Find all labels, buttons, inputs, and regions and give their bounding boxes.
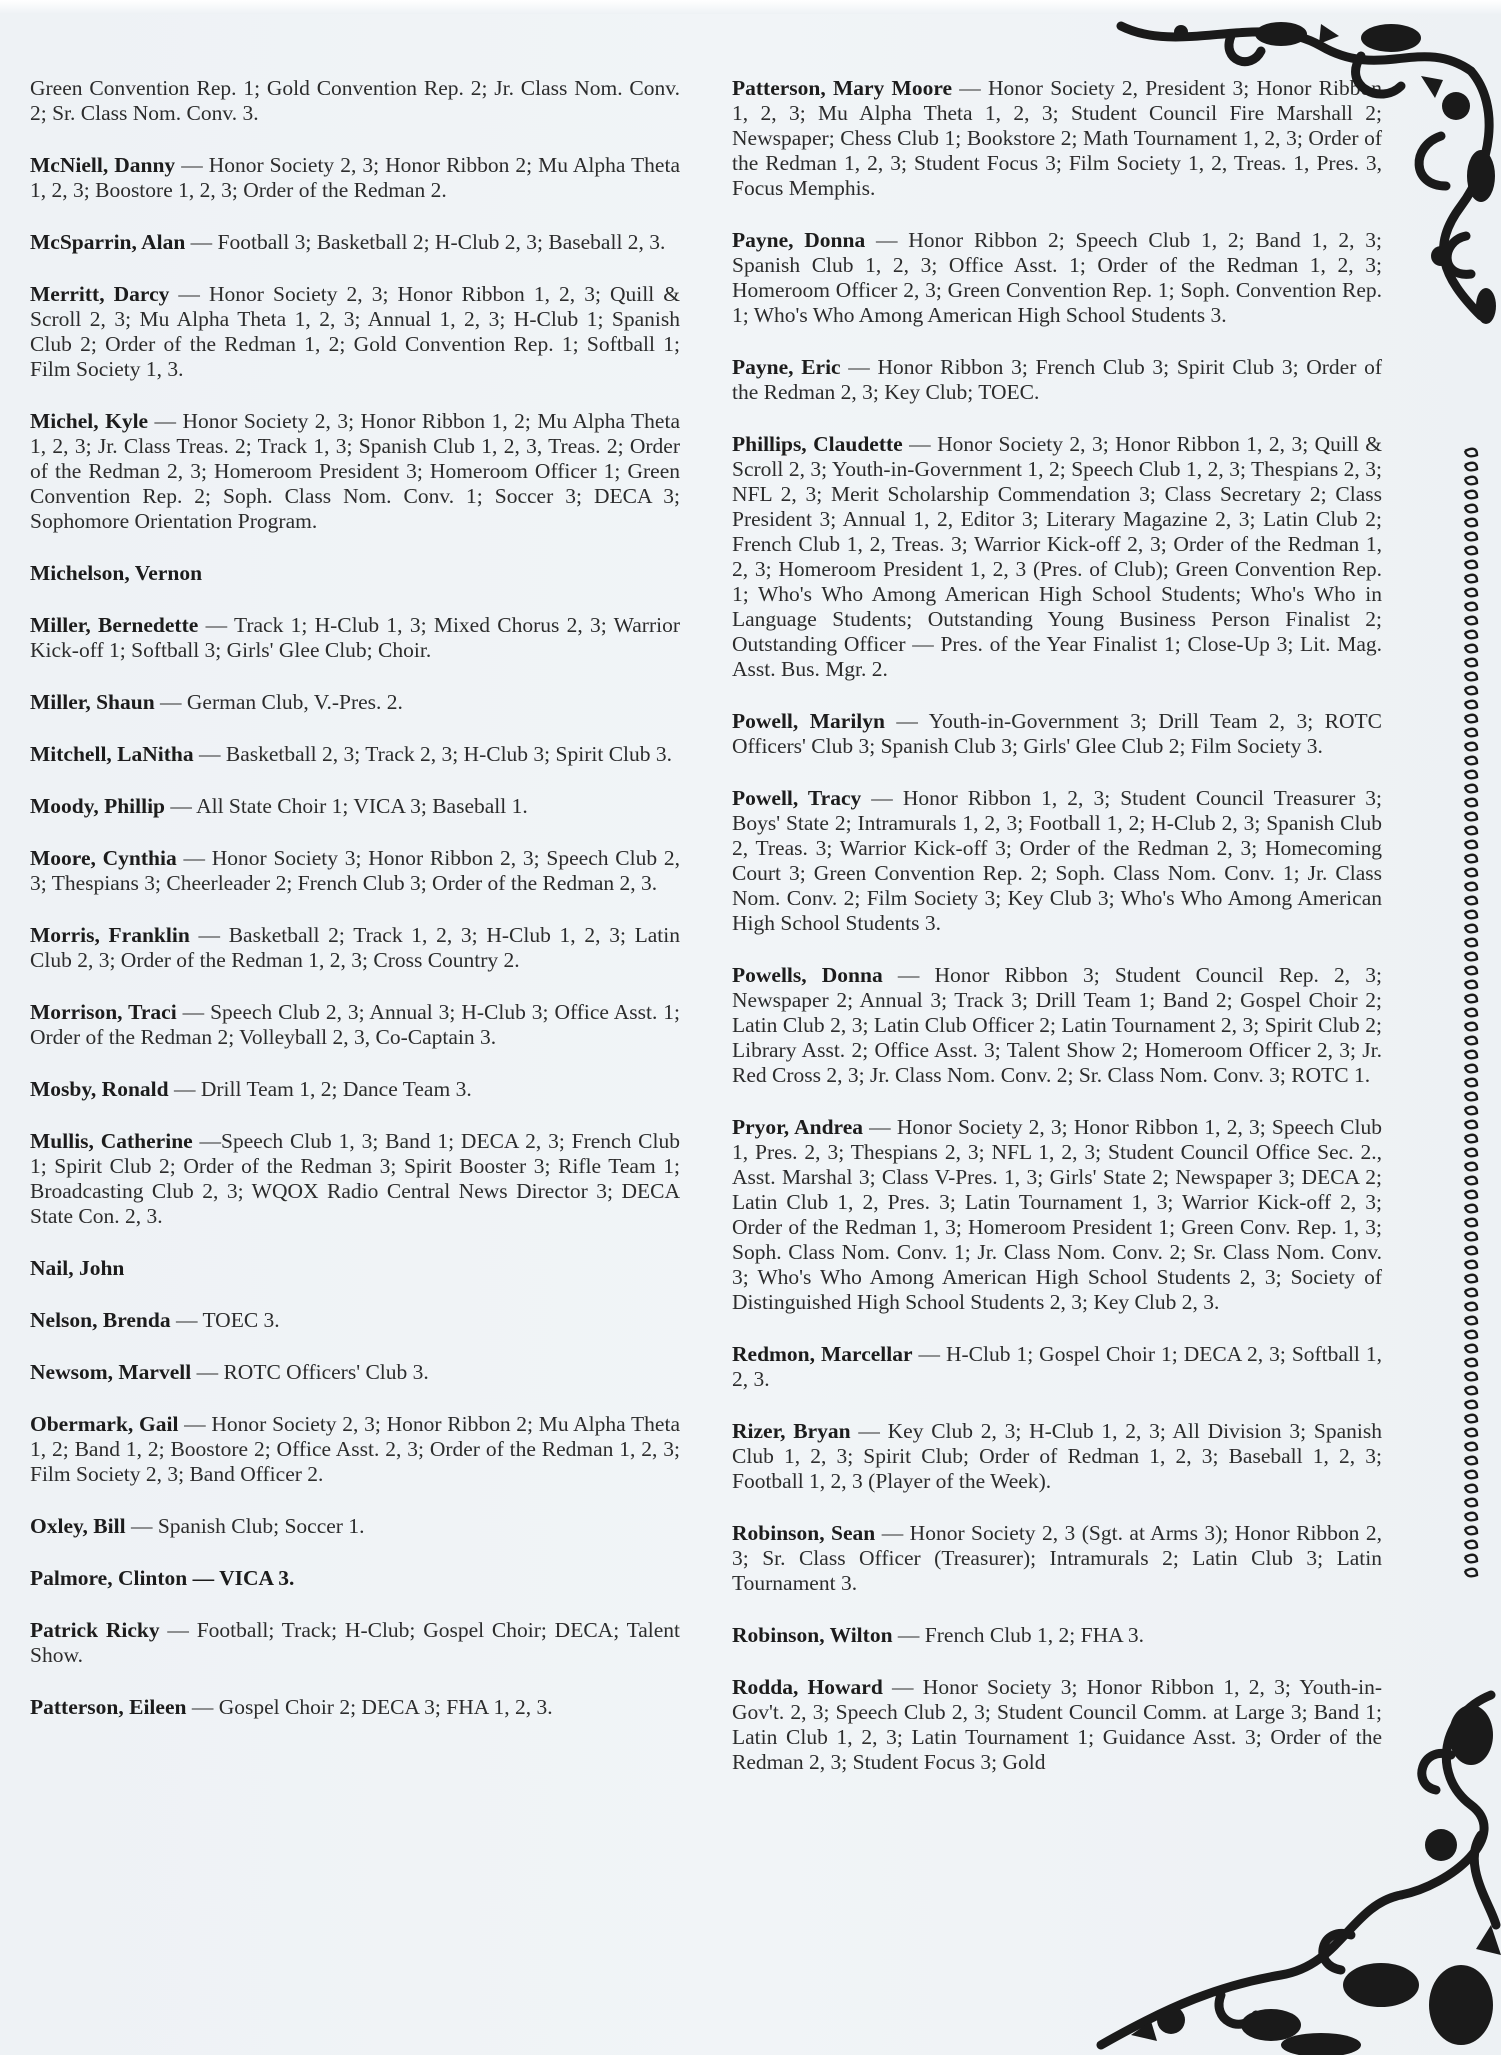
student-name: Robinson, Sean bbox=[732, 1521, 876, 1545]
student-name: Patterson, Eileen bbox=[30, 1695, 187, 1719]
vine-segment bbox=[1465, 1023, 1477, 1031]
vine-segment bbox=[1465, 757, 1477, 765]
vine-segment bbox=[1465, 1485, 1477, 1493]
student-name: Michelson, Vernon bbox=[30, 561, 203, 585]
flourish-bottom-right-icon bbox=[1021, 1675, 1501, 2055]
vine-segment bbox=[1465, 589, 1477, 597]
vine-segment bbox=[1465, 1051, 1477, 1059]
activities: — Basketball 2, 3; Track 2, 3; H-Club 3; Spirit Club 3. bbox=[193, 742, 673, 766]
vine-segment bbox=[1465, 701, 1477, 709]
activities: — Football 3; Basketball 2; H-Club 2, 3; Baseball 2, 3. bbox=[185, 230, 666, 254]
vine-segment bbox=[1465, 477, 1477, 485]
activities: —Speech Club 1, 3; Band 1; DECA 2, 3; French Club 1; Spirit Club 2; Order of the Redman 3; Spirit Booster 3; Rifle Team 1; Broadcasting Club 2, 3; WQOX Radio Central News Director 3; DECA State Con. 2, 3. bbox=[30, 1129, 680, 1228]
student-name: Rodda, Howard bbox=[732, 1675, 883, 1699]
entry bbox=[732, 786, 1382, 936]
vine-segment bbox=[1465, 1415, 1477, 1423]
student-name: Mosby, Ronald bbox=[30, 1077, 169, 1101]
activities: — Honor Ribbon 2; Speech Club 1, 2; Band 1, 2, 3; Spanish Club 1, 2, 3; Office Asst. 1; Order of the Redman 1, 2, 3; Homeroom Officer 2, 3; Green Convention Rep. 1; Soph. Convention Rep. 1; Who's Who Among American High School Students 3. bbox=[732, 228, 1382, 327]
activities: — Honor Ribbon 1, 2, 3; Student Council Treasurer 3; Boys' State 2; Intramurals 1, 2, 3; Football 1, 2; H-Club 2, 3; Spanish Club 2, Treas. 3; Warrior Kick-off 3; Order of the Redman 2, 3; Homecoming Court 3; Green Convention Rep. 2; Soph. Class Nom. Conv. 1; Jr. Class Nom. Conv. 2; Film Society 3; Key Club 3; Who's Who Among American High School Students 3. bbox=[732, 786, 1382, 935]
vine-segment bbox=[1465, 1135, 1477, 1143]
activities: — Honor Society 2, 3; Honor Ribbon 1, 2, 3; Quill & Scroll 2, 3; Youth-in-Government 1, 2; Speech Club 1, 2, 3; Thespians 2, 3; NFL 2, 3; Merit Scholarship Commendation 3; Class Secretary 2; Class President 3; Annual 1, 2, Editor 3; Literary Magazine 2, 3; Latin Club 2; French Club 1, 2, Treas. 3; Warrior Kick-off 2, 3; Order of the Redman 1, 2, 3; Homeroom President 1, 2, 3 (Pres. of Club); Green Convention Rep. 1; Who's Who Among American High School Students; Who's Who in Language Students; Outstanding Young Business Person Finalist 2; Outstanding Officer — Pres. of the Year Finalist 1; Close-Up 3; Lit. Mag. Asst. Bus. Mgr. 2. bbox=[732, 432, 1382, 681]
entry bbox=[30, 561, 680, 586]
student-name: Patrick Ricky bbox=[30, 1618, 160, 1642]
flourish-top-right-icon bbox=[1061, 16, 1501, 336]
activities: — Honor Society 2, 3 (Sgt. at Arms 3); Honor Ribbon 2, 3; Sr. Class Officer (Treasurer); Intramurals 2; Latin Club 3; Latin Tournament 3. bbox=[732, 1521, 1382, 1595]
vine-segment bbox=[1465, 687, 1477, 695]
vine-segment bbox=[1465, 897, 1477, 905]
activities: — Drill Team 1, 2; Dance Team 3. bbox=[168, 1077, 472, 1101]
entry bbox=[30, 1308, 680, 1333]
student-name: Rizer, Bryan bbox=[732, 1419, 851, 1443]
student-name: Miller, Bernedette bbox=[30, 613, 199, 637]
vine-segment bbox=[1465, 743, 1477, 751]
vine-segment bbox=[1465, 869, 1477, 877]
activities: Green Convention Rep. 1; Gold Convention Rep. 2; Jr. Class Nom. Conv. 2; Sr. Class Nom. Conv. 3. bbox=[30, 76, 680, 125]
vine-segment bbox=[1465, 813, 1477, 821]
vine-segment bbox=[1465, 715, 1477, 723]
student-name: Oxley, Bill bbox=[30, 1514, 126, 1538]
activities: — Key Club 2, 3; H-Club 1, 2, 3; All Division 3; Spanish Club 1, 2, 3; Spirit Club; Order of Redman 1, 2, 3; Baseball 1, 2, 3; Football 1, 2, 3 (Player of the Week). bbox=[732, 1419, 1382, 1493]
vine-segment bbox=[1465, 1247, 1477, 1255]
vine-segment bbox=[1465, 1527, 1477, 1535]
vine-segment bbox=[1465, 1345, 1477, 1353]
student-name: Nail, John bbox=[30, 1256, 125, 1280]
student-name: Robinson, Wilton bbox=[732, 1623, 893, 1647]
vine-segment bbox=[1465, 1093, 1477, 1101]
entry bbox=[732, 709, 1382, 759]
vine-segment bbox=[1465, 575, 1477, 583]
vine-segment bbox=[1465, 1331, 1477, 1339]
vine-segment bbox=[1465, 1261, 1477, 1269]
activities: — Youth-in-Government 3; Drill Team 2, 3; ROTC Officers' Club 3; Spanish Club 3; Girls' Glee Club 2; Film Society 3. bbox=[732, 709, 1382, 758]
entry bbox=[30, 613, 680, 663]
vine-segment bbox=[1465, 729, 1477, 737]
activities: — Honor Society 3; Honor Ribbon 2, 3; Speech Club 2, 3; Thespians 3; Cheerleader 2; French Club 3; Order of the Redman 2, 3. bbox=[30, 846, 680, 895]
entry bbox=[732, 963, 1382, 1088]
vine-segment bbox=[1465, 1149, 1477, 1157]
student-name: Powell, Tracy bbox=[732, 786, 862, 810]
student-name: McSparrin, Alan bbox=[30, 230, 186, 254]
vine-border-icon bbox=[1462, 445, 1480, 1585]
entry bbox=[30, 1618, 680, 1668]
vine-segment bbox=[1465, 1177, 1477, 1185]
activities: — Gospel Choir 2; DECA 3; FHA 1, 2, 3. bbox=[186, 1695, 553, 1719]
activities: — Speech Club 2, 3; Annual 3; H-Club 3; Office Asst. 1; Order of the Redman 2; Volleyball 2, 3, Co-Captain 3. bbox=[30, 1000, 681, 1049]
vine-segment bbox=[1465, 491, 1477, 499]
entry bbox=[732, 355, 1382, 405]
vine-segment bbox=[1465, 967, 1477, 975]
vine-segment bbox=[1465, 1289, 1477, 1297]
entry bbox=[732, 1342, 1382, 1392]
student-name: Morrison, Traci bbox=[30, 1000, 177, 1024]
vine-segment bbox=[1465, 1569, 1477, 1577]
vine-segment bbox=[1465, 449, 1477, 457]
entry bbox=[30, 1566, 680, 1591]
entry bbox=[732, 1115, 1382, 1315]
entry bbox=[30, 1129, 680, 1229]
activities: — Honor Society 2, 3; Honor Ribbon 2; Mu Alpha Theta 1, 2; Band 1, 2; Boostore 2; Office Asst. 2, 3; Order of the Redman 1, 2, 3; Film Society 2, 3; Band Officer 2. bbox=[30, 1412, 680, 1486]
student-name: McNiell, Danny bbox=[30, 153, 176, 177]
vine-segment bbox=[1465, 1219, 1477, 1227]
activities: — French Club 1, 2; FHA 3. bbox=[892, 1623, 1144, 1647]
vine-segment bbox=[1465, 659, 1477, 667]
student-name: Merritt, Darcy bbox=[30, 282, 170, 306]
activities: — Track 1; H-Club 1, 3; Mixed Chorus 2, 3; Warrior Kick-off 1; Softball 3; Girls' Glee Club; Choir. bbox=[30, 613, 680, 662]
vine-segment bbox=[1465, 1429, 1477, 1437]
activities: — ROTC Officers' Club 3. bbox=[191, 1360, 429, 1384]
scan-edge bbox=[0, 0, 1501, 14]
vine-segment bbox=[1465, 1107, 1477, 1115]
vine-segment bbox=[1465, 631, 1477, 639]
vine-segment bbox=[1465, 827, 1477, 835]
entry bbox=[30, 846, 680, 896]
activities: — Honor Society 2, 3; Honor Ribbon 1, 2; Mu Alpha Theta 1, 2, 3; Jr. Class Treas. 2; Track 1, 3; Spanish Club 1, 2, 3, Treas. 2; Order of the Redman 2, 3; Homeroom President 3; Homeroom Officer 1; Green Convention Rep. 2; Soph. Class Nom. Conv. 1; Soccer 3; DECA 3; Sophomore Orientation Program. bbox=[30, 409, 680, 533]
vine-segment bbox=[1465, 603, 1477, 611]
student-name: Michel, Kyle bbox=[30, 409, 149, 433]
entry bbox=[30, 1256, 680, 1281]
activities: — Basketball 2; Track 1, 2, 3; H-Club 1, 2, 3; Latin Club 2, 3; Order of the Redman 1, 2, 3; Cross Country 2. bbox=[30, 923, 680, 972]
vine-segment bbox=[1465, 1079, 1477, 1087]
entry bbox=[30, 1514, 680, 1539]
vine-segment bbox=[1465, 1121, 1477, 1129]
activities: — Honor Society 2, 3; Honor Ribbon 2; Mu Alpha Theta 1, 2, 3; Boostore 1, 2, 3; Order of the Redman 2. bbox=[30, 153, 680, 202]
activities: — Honor Society 2, 3; Honor Ribbon 1, 2, 3; Quill & Scroll 2, 3; Mu Alpha Theta 1, 2, 3; Annual 1, 2, 3; H-Club 1; Spanish Club 2; Order of the Redman 1, 2; Gold Convention Rep. 1; Softball 1; Film Society 1, 3. bbox=[30, 282, 680, 381]
entry bbox=[30, 409, 680, 534]
student-name: Pryor, Andrea bbox=[732, 1115, 863, 1139]
entry bbox=[732, 1521, 1382, 1596]
activities: — Honor Society 2, President 3; Honor Ribbon 1, 2, 3; Mu Alpha Theta 1, 2, 3; Student Council Fire Marshall 2; Newspaper; Chess Club 1; Bookstore 2; Math Tournament 1, 2, 3; Order of the Redman 1, 2, 3; Student Focus 3; Film Society 1, 2, Treas. 1, Pres. 3, Focus Memphis. bbox=[732, 76, 1382, 200]
vine-segment bbox=[1465, 1303, 1477, 1311]
entry bbox=[30, 1360, 680, 1385]
vine-segment bbox=[1465, 785, 1477, 793]
vine-segment bbox=[1465, 841, 1477, 849]
entry bbox=[30, 794, 680, 819]
activities: — German Club, V.-Pres. 2. bbox=[154, 690, 403, 714]
vine-segment bbox=[1465, 1373, 1477, 1381]
student-name: Miller, Shaun bbox=[30, 690, 155, 714]
vine-segment bbox=[1465, 1205, 1477, 1213]
activities: — All State Choir 1; VICA 3; Baseball 1. bbox=[165, 794, 528, 818]
student-name: Redmon, Marcellar bbox=[732, 1342, 913, 1366]
left-column bbox=[30, 76, 680, 1747]
vine-segment bbox=[1465, 1065, 1477, 1073]
student-name: Powell, Marilyn bbox=[732, 709, 885, 733]
entry bbox=[30, 1077, 680, 1102]
vine-segment bbox=[1465, 519, 1477, 527]
vine-segment bbox=[1465, 1317, 1477, 1325]
vine-segment bbox=[1465, 981, 1477, 989]
vine-segment bbox=[1465, 883, 1477, 891]
entry bbox=[732, 432, 1382, 682]
vine-segment bbox=[1465, 1555, 1477, 1563]
student-name: Payne, Donna bbox=[732, 228, 866, 252]
student-name: Mullis, Catherine bbox=[30, 1129, 193, 1153]
vine-segment bbox=[1465, 855, 1477, 863]
vine-segment bbox=[1465, 547, 1477, 555]
entry bbox=[732, 1419, 1382, 1494]
vine-segment bbox=[1465, 1037, 1477, 1045]
vine-segment bbox=[1465, 1443, 1477, 1451]
vine-segment bbox=[1465, 1401, 1477, 1409]
entry bbox=[30, 690, 680, 715]
vine-segment bbox=[1465, 995, 1477, 1003]
vine-segment bbox=[1465, 645, 1477, 653]
vine-segment bbox=[1465, 953, 1477, 961]
vine-segment bbox=[1465, 925, 1477, 933]
vine-segment bbox=[1465, 673, 1477, 681]
vine-segment bbox=[1465, 1499, 1477, 1507]
vine-segment bbox=[1465, 799, 1477, 807]
entry bbox=[732, 1623, 1382, 1648]
activities: — Honor Society 3; Honor Ribbon 1, 2, 3; Youth-in-Gov't. 2, 3; Speech Club 2, 3; Student Council Comm. at Large 3; Band 1; Latin Club 1, 2, 3; Latin Tournament 1; Guidance Asst. 3; Order of the Redman 2, 3; Student Focus 3; Gold bbox=[732, 1675, 1382, 1774]
vine-segment bbox=[1465, 561, 1477, 569]
entry bbox=[30, 923, 680, 973]
vine-segment bbox=[1465, 1191, 1477, 1199]
activities: — Honor Ribbon 3; French Club 3; Spirit Club 3; Order of the Redman 2, 3; Key Club; TOEC. bbox=[732, 355, 1382, 404]
vine-segment bbox=[1465, 1387, 1477, 1395]
vine-segment bbox=[1465, 939, 1477, 947]
vine-segment bbox=[1465, 1359, 1477, 1367]
vine-segment bbox=[1465, 463, 1477, 471]
student-name: Mitchell, LaNitha bbox=[30, 742, 194, 766]
vine-segment bbox=[1465, 1513, 1477, 1521]
student-name: Nelson, Brenda bbox=[30, 1308, 171, 1332]
entry bbox=[30, 1000, 680, 1050]
vine-segment bbox=[1465, 1471, 1477, 1479]
student-name: Powells, Donna bbox=[732, 963, 883, 987]
vine-segment bbox=[1465, 505, 1477, 513]
vine-segment bbox=[1465, 1233, 1477, 1241]
vine-segment bbox=[1465, 771, 1477, 779]
student-name: Palmore, Clinton — VICA 3. bbox=[30, 1566, 295, 1590]
student-name: Moore, Cynthia bbox=[30, 846, 177, 870]
activities: — Honor Ribbon 3; Student Council Rep. 2, 3; Newspaper 2; Annual 3; Track 3; Drill Team 1; Band 2; Gospel Choir 2; Latin Club 2, 3; Latin Club Officer 2; Latin Tournament 2, 3; Spirit Club 2; Library Asst. 2; Office Asst. 3; Talent Show 2; Homeroom Officer 2, 3; Jr. Red Cross 2, 3; Jr. Class Nom. Conv. 2; Sr. Class Nom. Conv. 3; ROTC 1. bbox=[732, 963, 1382, 1087]
entry bbox=[30, 282, 680, 382]
activities: — H-Club 1; Gospel Choir 1; DECA 2, 3; Softball 1, 2, 3. bbox=[732, 1342, 1382, 1391]
student-name: Patterson, Mary Moore bbox=[732, 76, 953, 100]
vine-segment bbox=[1465, 1541, 1477, 1549]
vine-segment bbox=[1465, 1275, 1477, 1283]
entry bbox=[30, 230, 680, 255]
entry bbox=[30, 153, 680, 203]
entry bbox=[30, 1695, 680, 1720]
activities: — Honor Society 2, 3; Honor Ribbon 1, 2, 3; Speech Club 1, Pres. 2, 3; Thespians 2, 3; NFL 1, 2, 3; Student Council Office Sec. 2., Asst. Marshal 3; Class V-Pres. 1, 3; Girls' State 2; Newspaper 3; DECA 2; Latin Club 1, 2, Pres. 3; Latin Tournament 1, 3; Warrior Kick-off 2, 3; Order of the Redman 1, 3; Homeroom President 1; Green Conv. Rep. 1, 3; Soph. Class Nom. Conv. 1; Jr. Class Nom. Conv. 2; Sr. Class Nom. Conv. 3; Who's Who Among American High School Students 2, 3; Society of Distinguished High School Students 2, 3; Key Club 2, 3. bbox=[732, 1115, 1382, 1314]
entry bbox=[30, 76, 680, 126]
activities: — Football; Track; H-Club; Gospel Choir; DECA; Talent Show. bbox=[30, 1618, 680, 1667]
student-name: Newsom, Marvell bbox=[30, 1360, 192, 1384]
vine-segment bbox=[1465, 1163, 1477, 1171]
vine-segment bbox=[1465, 533, 1477, 541]
vine-segment bbox=[1465, 1009, 1477, 1017]
student-name: Moody, Phillip bbox=[30, 794, 166, 818]
vine-segment bbox=[1465, 1457, 1477, 1465]
entry bbox=[30, 1412, 680, 1487]
entry bbox=[30, 742, 680, 767]
vine-segment bbox=[1465, 911, 1477, 919]
student-name: Payne, Eric bbox=[732, 355, 841, 379]
activities: — Spanish Club; Soccer 1. bbox=[125, 1514, 365, 1538]
student-name: Morris, Franklin bbox=[30, 923, 190, 947]
activities: — TOEC 3. bbox=[170, 1308, 280, 1332]
student-name: Phillips, Claudette bbox=[732, 432, 903, 456]
student-name: Obermark, Gail bbox=[30, 1412, 179, 1436]
vine-segment bbox=[1465, 617, 1477, 625]
